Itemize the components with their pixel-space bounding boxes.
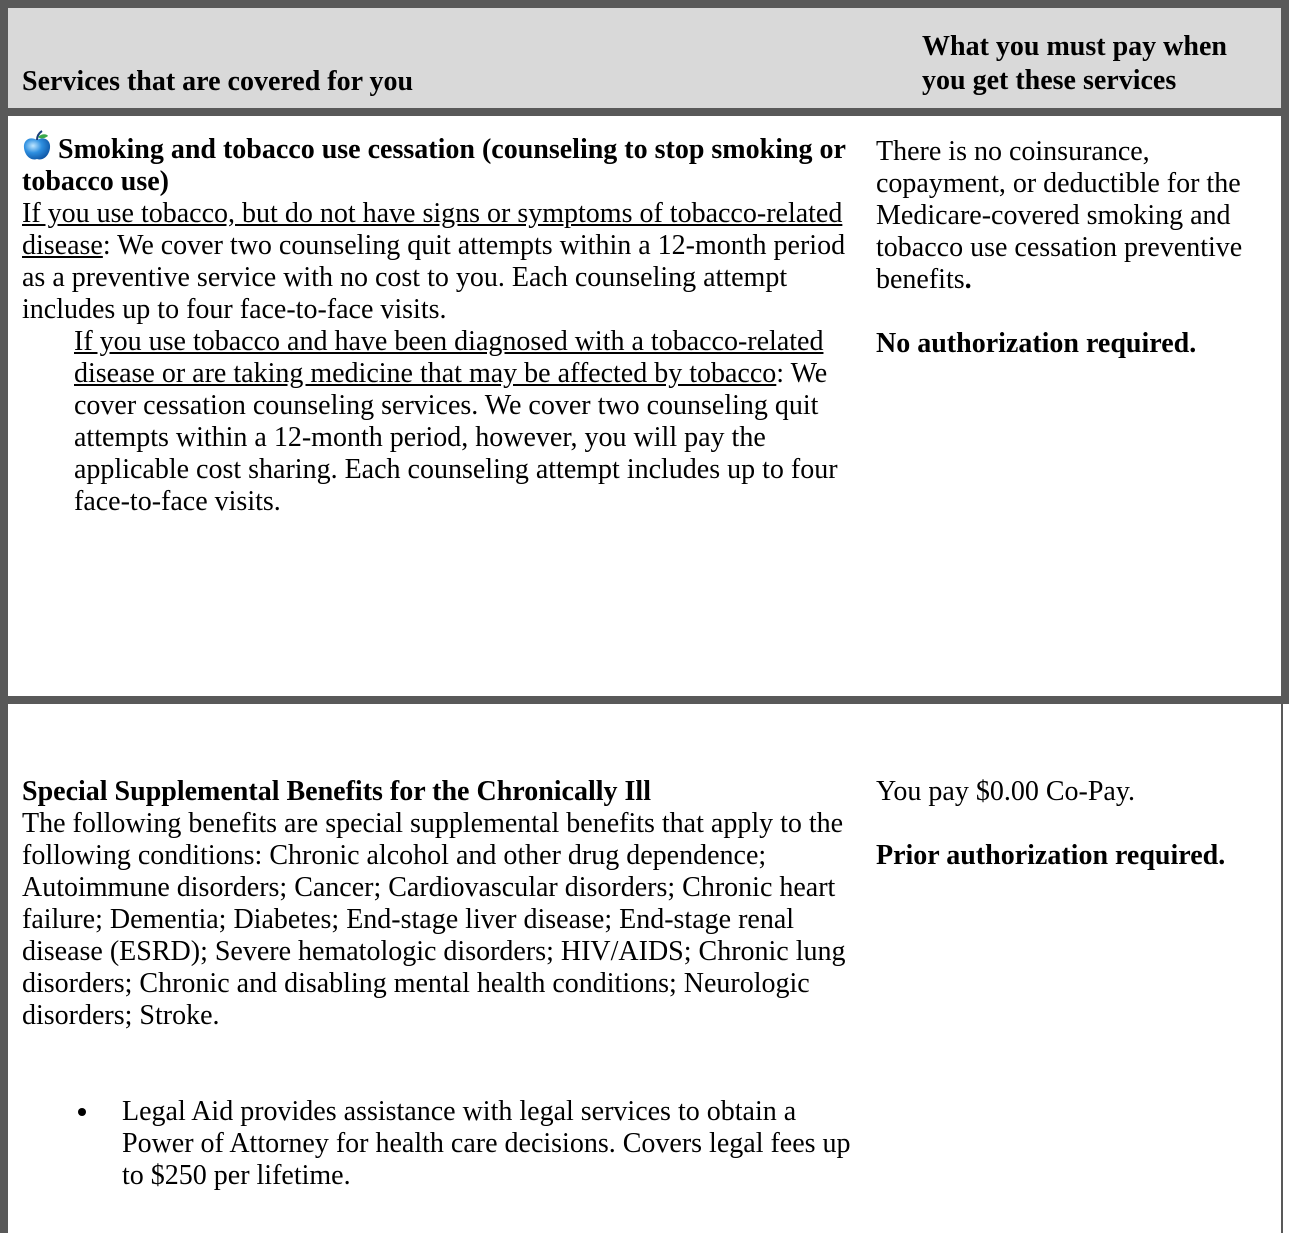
service-title: Special Supplemental Benefits for the Chronically Ill	[22, 776, 651, 807]
cost-text	[876, 136, 1276, 296]
ssbci-cost-cell	[876, 776, 1281, 872]
table-border-right	[1281, 0, 1289, 696]
tobacco-diagnosed-paragraph	[22, 326, 852, 518]
cost-period: .	[964, 264, 972, 295]
condition-detail-text: : We cover cessation counseling services. We cover two counseling quit attempts within a 12-month period, however, you will pay the applicable cost sharing. Each counseling attempt includes up to four face-to-face visits.	[74, 358, 838, 517]
table-border-right-lower	[1281, 696, 1283, 1233]
table-header	[8, 8, 1281, 108]
service-title-text: Smoking and tobacco use cessation (counseling to stop smoking or tobacco use)	[22, 134, 846, 197]
authorization-note: No authorization required.	[876, 328, 1197, 359]
list-item	[22, 1096, 852, 1192]
tobacco-no-symptoms-paragraph	[22, 198, 852, 326]
row-divider	[0, 696, 1289, 704]
ssbci-service-cell	[22, 776, 852, 1192]
ssbci-description: The following benefits are special supplemental benefits that apply to the following conditions: Chronic alcohol and other drug dependence; Autoimmune disorders; Cancer; Cardiovascular disorders; Chronic heart failure; Dementia; Diabetes; End-stage liver disease; End-stage renal disease (ESRD); Severe hematologic disorders; HIV/AIDS; Chronic lung disorders; Chronic and disabling mental health conditions; Neurologic disorders; Stroke.	[22, 808, 846, 1031]
condition-underlined-text: If you use tobacco, but do not have signs or symptoms of tobacco-related disease	[22, 198, 843, 261]
table-border-top	[0, 0, 1289, 8]
authorization-note: Prior authorization required.	[876, 840, 1226, 871]
condition-detail-text: : We cover two counseling quit attempts within a 12-month period as a preventive service with no cost to you. Each counseling attempt includes up to four face-to-face visits.	[22, 230, 846, 325]
condition-underlined-text: If you use tobacco and have been diagnosed with a tobacco-related disease or are taking medicine that may be affected by tobacco	[74, 326, 824, 389]
list-item-text: Legal Aid provides assistance with legal services to obtain a Power of Attorney for health care decisions. Covers legal fees up to $250 per lifetime.	[122, 1096, 851, 1191]
services-column-header: Services that are covered for you	[22, 66, 414, 97]
smoking-cessation-cost-cell	[876, 136, 1281, 360]
bullet-icon	[78, 1108, 86, 1116]
benefit-list	[22, 1096, 852, 1192]
header-divider	[0, 108, 1289, 116]
cost-column-header: What you must pay when you get these services	[922, 31, 1227, 96]
cost-text: You pay $0.00 Co-Pay.	[876, 776, 1136, 807]
cost-description: There is no coinsurance, copayment, or deductible for the Medicare-covered smoking and tobacco use cessation preventive benefits	[876, 136, 1243, 295]
apple-icon	[22, 130, 52, 162]
smoking-cessation-service-cell	[22, 130, 852, 518]
table-border-left	[0, 0, 8, 1233]
service-title	[22, 130, 852, 198]
